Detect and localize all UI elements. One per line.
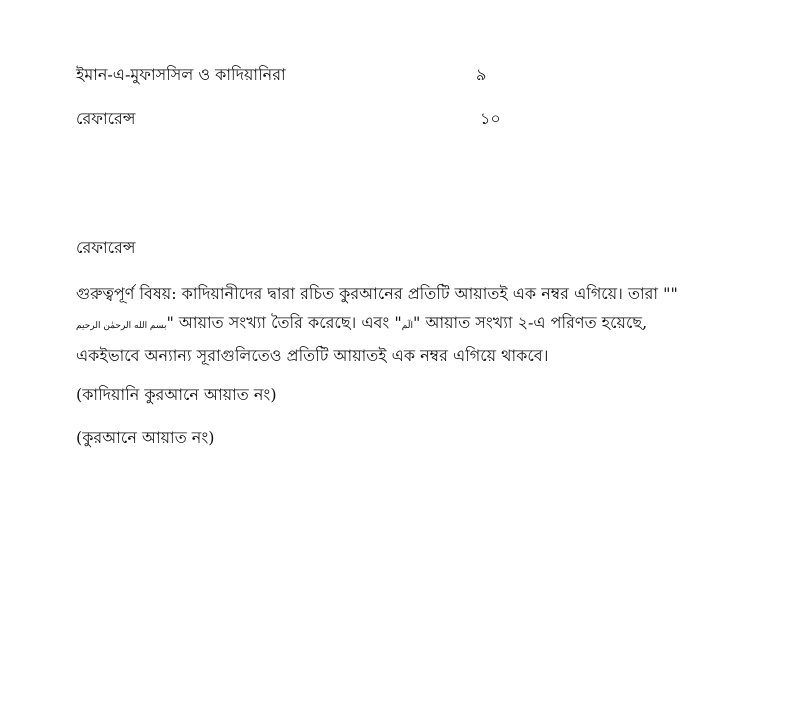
paragraph-line-2-text-a: " আয়াত সংখ্যা তৈরি করেছে। এবং " xyxy=(166,313,402,332)
toc-entry-page-number: ৯ xyxy=(476,65,487,84)
toc-entry xyxy=(76,107,676,131)
arabic-bismillah-text: بسم الله الرحمٰن الرحيم xyxy=(76,321,167,331)
arabic-alif-lam-mim-text: الٓم xyxy=(401,321,414,331)
paragraph-line-3: একইভাবে অন্যান্য সূরাগুলিতেও প্রতিটি আয়াতই এক নম্বর এগিয়ে থাকবে। xyxy=(76,346,549,365)
paragraph-line-2 xyxy=(76,308,706,341)
paragraph-line-2-text-b: " আয়াত সংখ্যা ২-এ পরিণত হয়েছে, xyxy=(413,313,648,332)
toc-entry xyxy=(76,63,676,87)
body-paragraph xyxy=(76,279,706,370)
section-heading: রেফারেন্স xyxy=(76,238,136,257)
note-qadiani-quran-verse-number: (কাদিয়ানি কুরআনে আয়াত নং) xyxy=(76,385,277,404)
toc-entry-title: রেফারেন্স xyxy=(76,109,136,128)
paragraph-line-1: গুরুত্বপূর্ণ বিষয়: কাদিয়ানীদের দ্বারা রচিত কুরআনের প্রতিটি আয়াতই এক নম্বর এগিয়ে। তারা "" xyxy=(76,284,678,303)
toc-entry-title: ইমান-এ-মুফাসসিল ও কাদিয়ানিরা xyxy=(76,65,286,84)
note-quran-verse-number: (কুরআনে আয়াত নং) xyxy=(76,428,215,447)
toc-entry-page-number: ১০ xyxy=(480,109,501,128)
